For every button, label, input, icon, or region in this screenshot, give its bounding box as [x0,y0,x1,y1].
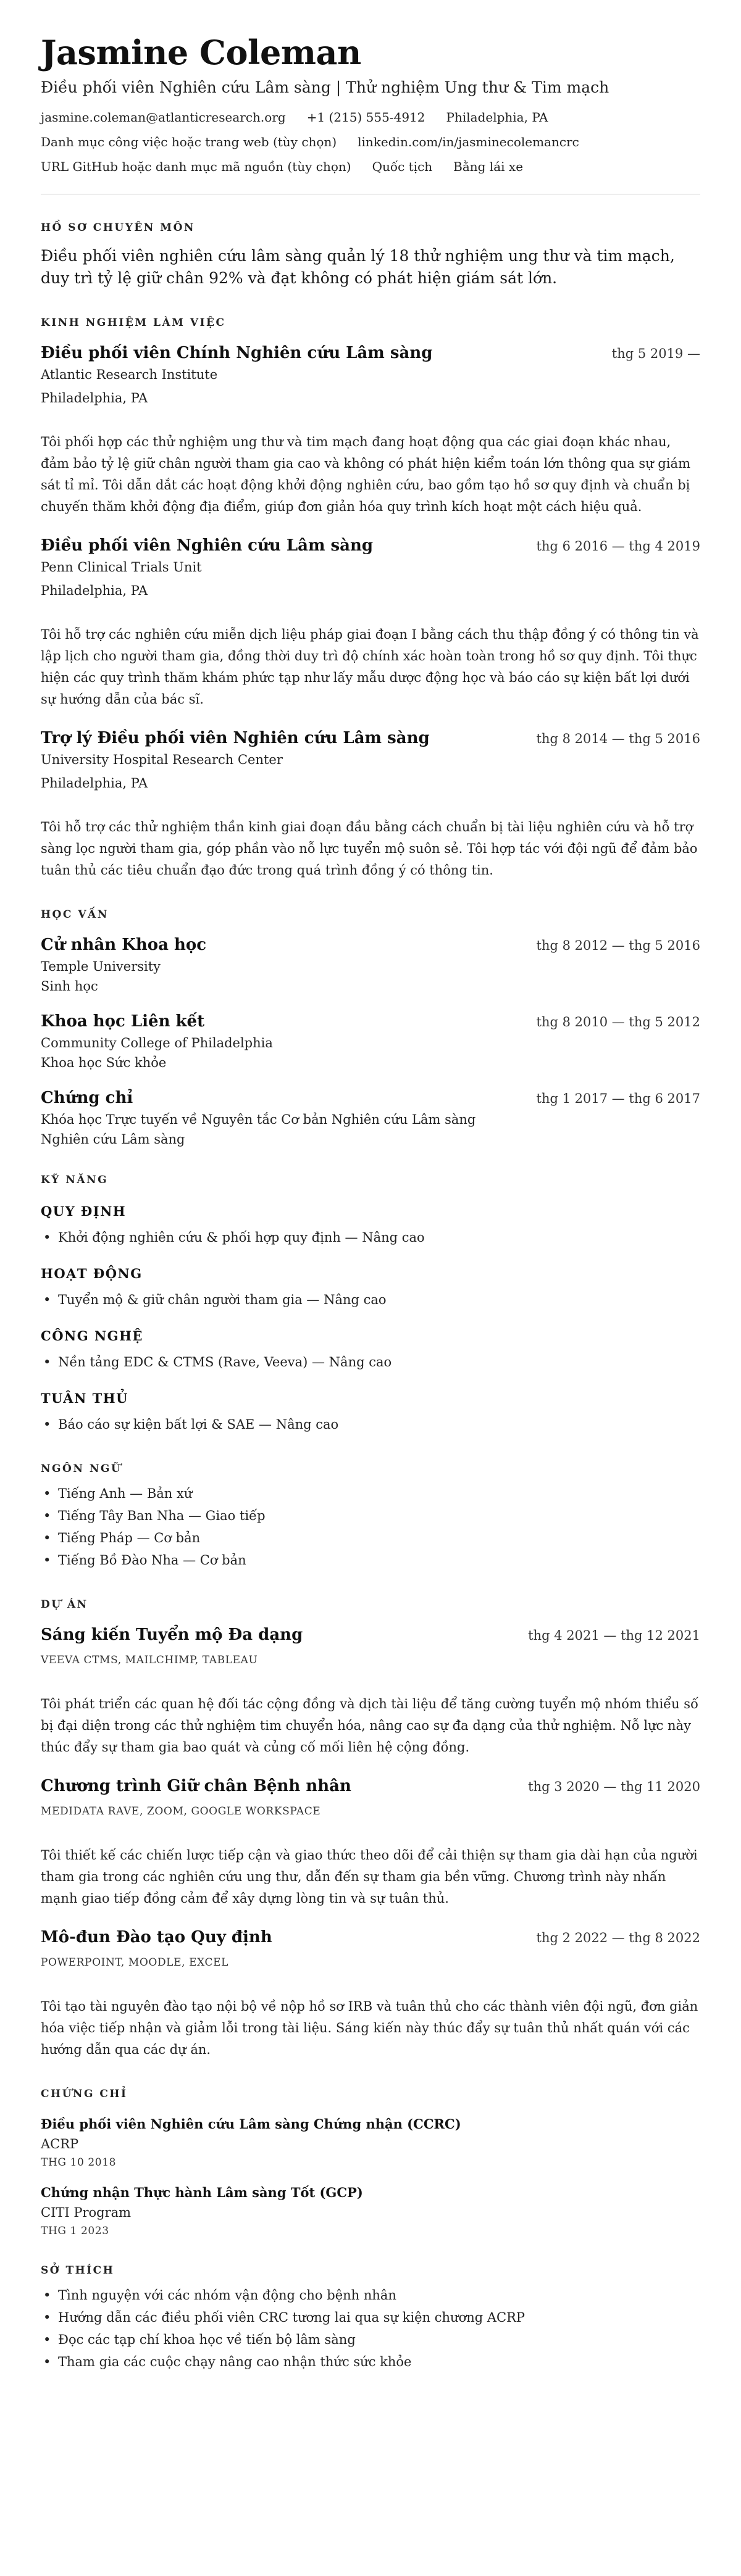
contact-row-2 [41,135,700,149]
skill-group [41,1390,700,1435]
skill-list [41,1351,700,1373]
interest-item: • Tham gia các cuộc chạy nâng cao nhận thức sức khỏe [41,2351,700,2373]
skill-list [41,1289,700,1311]
project-dates: thg 2 2022 — thg 8 2022 [536,1930,700,1946]
candidate-headline: Điều phối viên Nghiên cứu Lâm sàng | Thử nghiệm Ung thư & Tim mạch [41,78,609,97]
job-company: Atlantic Research Institute [41,367,218,383]
degree-dates: thg 8 2010 — thg 5 2012 [536,1015,700,1030]
summary-text: Điều phối viên nghiên cứu lâm sàng quản lý 18 thử nghiệm ung thư và tim mạch, duy trì tỷ lệ giữ chân 92% và đạt không có phát hiện giám sát lớn. [41,247,675,288]
language-item: • Tiếng Anh — Bản xứ [41,1482,700,1505]
job-description: Tôi hỗ trợ các thử nghiệm thần kinh giai đoạn đầu bằng cách chuẩn bị tài liệu nghiên cứu và hỗ trợ sàng lọc người tham gia, góp phần vào nỗ lực tuyển mộ suôn sẻ. Tôi hợp tác với đội ngũ để đảm bảo tuân thủ các tiêu chuẩn đạo đức trong quá trình đồng ý có thông tin. [41,820,698,878]
project-tools: VEEVA CTMS, MAILCHIMP, TABLEAU [41,1654,258,1667]
job-title: Trợ lý Điều phối viên Nghiên cứu Lâm sàng [41,729,430,748]
project-title: Chương trình Giữ chân Bệnh nhân [41,1777,351,1796]
job-location: Philadelphia, PA [41,776,148,791]
resume-header [41,35,700,174]
projects-section [41,1598,700,2061]
contact-row-3 [41,159,700,174]
contact-location: Philadelphia, PA [446,110,548,125]
languages-section [41,1463,700,1571]
contact-driving-license: Bằng lái xe [453,159,524,175]
degree-dates: thg 8 2012 — thg 5 2016 [536,938,700,954]
job-dates: thg 8 2014 — thg 5 2016 [536,731,700,747]
section-title-summary: HỒ SƠ CHUYÊN MÔN [41,222,195,235]
interest-item: • Tình nguyện với các nhóm vận động cho bệnh nhân [41,2284,700,2306]
skill-group [41,1266,700,1311]
contact-email[interactable]: jasmine.coleman@atlanticresearch.org [41,110,286,125]
skills-section [41,1174,700,1435]
job-description: Tôi phối hợp các thử nghiệm ung thư và tim mạch đang hoạt động qua các giai đoạn khác nhau, đảm bảo tỷ lệ giữ chân người tham gia cao và không có phát hiện kiểm toán lớn thông qua sự giám sát tỉ mỉ. Tôi dẫn dắt các hoạt động khởi động nghiên cứu, bao gồm tạo hồ sơ quy định và chuẩn bị chuyến thăm khởi động địa điểm, giúp đơn giản hóa quy trình kích hoạt một cách hiệu quả. [41,434,690,515]
section-title-education: HỌC VẤN [41,908,109,921]
education-item [41,1089,700,1147]
skill-list [41,1413,700,1435]
interest-item: • Hướng dẫn các điều phối viên CRC tương lai qua sự kiện chương ACRP [41,2306,700,2329]
degree-title: Chứng chỉ [41,1089,133,1108]
skill-group-title: TUÂN THỦ [41,1390,128,1406]
interests-section [41,2264,700,2373]
project-title: Sáng kiến Tuyển mộ Đa dạng [41,1626,303,1645]
skill-item: • Khởi động nghiên cứu & phối hợp quy định — Nâng cao [41,1226,700,1249]
certification-date: THG 10 2018 [41,2156,117,2169]
contact-phone[interactable]: +1 (215) 555-4912 [306,110,425,125]
section-title-certifications: CHỨNG CHỈ [41,2088,128,2101]
education-item [41,936,700,994]
experience-section [41,317,700,881]
job-description: Tôi hỗ trợ các nghiên cứu miễn dịch liệu pháp giai đoạn I bằng cách thu thập đồng ý có thông tin và lập lịch cho người tham gia, đồng thời duy trì độ chính xác hoàn toàn trong hồ sơ quy định. Tôi thực hiện các quy trình thăm khám phức tạp như lấy mẫu dược động học và báo cáo sự kiện bất lợi dưới sự hướng dẫn của bác sĩ. [41,627,699,707]
certification-item [41,2116,700,2169]
certification-item [41,2185,700,2237]
contact-github[interactable]: URL GitHub hoặc danh mục mã nguồn (tùy chọn) [41,159,351,175]
interest-list [41,2284,700,2373]
skill-group-title: CÔNG NGHỆ [41,1328,143,1344]
language-item: • Tiếng Pháp — Cơ bản [41,1527,700,1549]
skill-group-title: HOẠT ĐỘNG [41,1266,143,1282]
degree-title: Cử nhân Khoa học [41,936,207,955]
contact-portfolio[interactable]: Danh mục công việc hoặc trang web (tùy chọn) [41,135,337,150]
school-name: Khóa học Trực tuyến về Nguyên tắc Cơ bản Nghiên cứu Lâm sàng [41,1112,476,1128]
contact-linkedin[interactable]: linkedin.com/in/jasminecolemancrc [358,135,579,150]
summary-section [41,222,700,289]
job-title: Điều phối viên Nghiên cứu Lâm sàng [41,536,374,555]
certification-title: Chứng nhận Thực hành Lâm sàng Tốt (GCP) [41,2185,363,2201]
certification-issuer: CITI Program [41,2205,132,2221]
job-dates: thg 5 2019 — [611,346,700,362]
job-company: Penn Clinical Trials Unit [41,560,202,575]
field-of-study: Nghiên cứu Lâm sàng [41,1132,185,1147]
section-title-experience: KINH NGHIỆM LÀM VIỆC [41,317,226,330]
language-list [41,1482,700,1571]
skill-item: • Nền tảng EDC & CTMS (Rave, Veeva) — Nâng cao [41,1351,700,1373]
skill-group [41,1328,700,1373]
project-item [41,1928,700,2061]
job-title: Điều phối viên Chính Nghiên cứu Lâm sàng [41,344,433,363]
experience-item [41,344,700,518]
skill-item: • Báo cáo sự kiện bất lợi & SAE — Nâng cao [41,1413,700,1435]
section-title-skills: KỸ NĂNG [41,1174,109,1187]
certifications-section [41,2088,700,2237]
skill-list [41,1226,700,1249]
contact-nationality: Quốc tịch [372,159,433,175]
certification-title: Điều phối viên Nghiên cứu Lâm sàng Chứng nhận (CCRC) [41,2116,461,2132]
project-item [41,1626,700,1758]
interest-item: • Đọc các tạp chí khoa học về tiến bộ lâm sàng [41,2329,700,2351]
education-item [41,1012,700,1070]
school-name: Community College of Philadelphia [41,1036,273,1051]
language-item: • Tiếng Tây Ban Nha — Giao tiếp [41,1505,700,1527]
project-tools: POWERPOINT, MOODLE, EXCEL [41,1956,229,1969]
project-dates: thg 3 2020 — thg 11 2020 [528,1779,700,1795]
project-description: Tôi tạo tài nguyên đào tạo nội bộ về nộp hồ sơ IRB và tuân thủ cho các thành viên đội ngũ, đơn giản hóa việc tiếp nhận và giảm lỗi trong tài liệu. Sáng kiến này thúc đẩy sự tuân thủ nhất quán với các hướng dẫn qua các dự án. [41,1999,698,2058]
skill-group-title: QUY ĐỊNH [41,1203,127,1219]
language-item: • Tiếng Bồ Đào Nha — Cơ bản [41,1549,700,1571]
section-title-projects: DỰ ÁN [41,1598,88,1611]
project-item [41,1777,700,1909]
job-location: Philadelphia, PA [41,391,148,406]
project-description: Tôi phát triển các quan hệ đối tác cộng đồng và dịch tài liệu để tăng cường tuyển mộ nhóm thiểu số bị đại diện trong các thử nghiệm tim chuyển hóa, nâng cao sự đa dạng của thử nghiệm. Nỗ lực này thúc đẩy sự tham gia bao quát và củng cố mối liên hệ cộng đồng. [41,1697,698,1755]
degree-title: Khoa học Liên kết [41,1012,205,1031]
skill-item: • Tuyển mộ & giữ chân người tham gia — Nâng cao [41,1289,700,1311]
certification-date: THG 1 2023 [41,2225,109,2238]
candidate-name: Jasmine Coleman [41,33,361,72]
degree-dates: thg 1 2017 — thg 6 2017 [536,1091,700,1107]
project-dates: thg 4 2021 — thg 12 2021 [528,1628,700,1643]
job-company: University Hospital Research Center [41,752,283,768]
section-title-languages: NGÔN NGỮ [41,1463,122,1476]
experience-item [41,729,700,881]
field-of-study: Khoa học Sức khỏe [41,1055,167,1071]
experience-item [41,536,700,710]
project-tools: MEDIDATA RAVE, ZOOM, GOOGLE WORKSPACE [41,1805,321,1818]
skill-group [41,1203,700,1249]
education-section [41,908,700,1147]
job-location: Philadelphia, PA [41,583,148,599]
field-of-study: Sinh học [41,979,98,994]
certification-issuer: ACRP [41,2137,79,2152]
job-dates: thg 6 2016 — thg 4 2019 [536,539,700,554]
contact-row-1 [41,110,700,125]
project-title: Mô-đun Đào tạo Quy định [41,1928,272,1947]
school-name: Temple University [41,959,161,974]
project-description: Tôi thiết kế các chiến lược tiếp cận và giao thức theo dõi để cải thiện sự tham gia dài hạn của người tham gia trong các nghiên cứu ung thư, dẫn đến sự tham gia bền vững. Chương trình này nhấn mạnh giao tiếp đồng cảm để xây dựng lòng tin và sự tuân thủ. [41,1848,698,1906]
section-title-interests: SỞ THÍCH [41,2264,115,2277]
